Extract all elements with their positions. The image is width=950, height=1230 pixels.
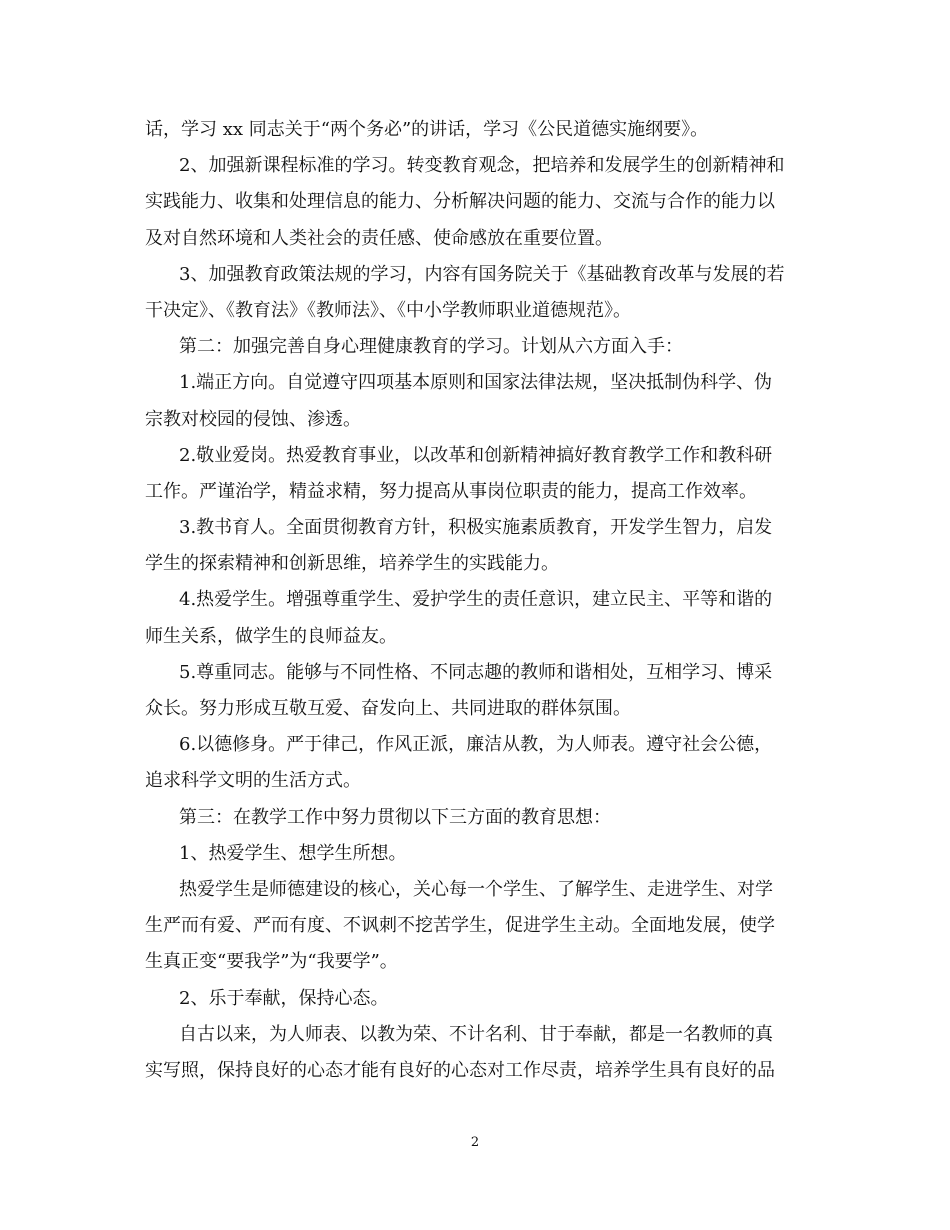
- document-body: [145, 112, 810, 1089]
- text-line-8: 1.端正方向。自觉遵守四项基本原则和国家法律法规，坚决抵制伪科学、伪: [179, 372, 773, 394]
- page-number: 2: [470, 1135, 480, 1150]
- text-line-10: 2.敬业爱岗。热爱教育事业，以改革和创新精神搞好教育教学工作和教科研: [179, 444, 773, 466]
- text-line-24: 生真正变“要我学”为“我要学”。: [145, 951, 398, 973]
- text-line-25: 2、乐于奉献，保持心态。: [179, 987, 389, 1009]
- text-line-11: 工作。严谨治学，精益求精，努力提高从事岗位职责的能力，提高工作效率。: [145, 480, 757, 502]
- section-heading-3: 第三：在教学工作中努力贯彻以下三方面的教育思想：: [179, 806, 611, 828]
- text-line-4: 及对自然环境和人类社会的责任感、使命感放在重要位置。: [145, 227, 613, 249]
- text-line-23: 生严而有爱、严而有度、不讽刺不挖苦学生，促进学生主动。全面地发展，使学: [145, 915, 775, 937]
- text-line-19: 追求科学文明的生活方式。: [145, 770, 361, 792]
- text-line-3: 实践能力、收集和处理信息的能力、分析解决问题的能力、交流与合作的能力以: [145, 191, 775, 213]
- section-heading-2: 第二：加强完善自身心理健康教育的学习。计划从六方面入手：: [179, 336, 683, 358]
- text-line-2: 2、加强新课程标准的学习。转变教育观念，把培养和发展学生的创新精神和: [179, 155, 785, 177]
- text-line-16: 5.尊重同志。能够与不同性格、不同志趣的教师和谐相处，互相学习、博采: [179, 661, 773, 683]
- text-line-27: 实写照，保持良好的心态才能有良好的心态对工作尽责，培养学生具有良好的品: [145, 1059, 775, 1081]
- text-line-12: 3.教书育人。全面贯彻教育方针，积极实施素质教育，开发学生智力，启发: [179, 517, 773, 539]
- text-line-13: 学生的探索精神和创新思维，培养学生的实践能力。: [145, 553, 559, 575]
- text-line-14: 4.热爱学生。增强尊重学生、爱护学生的责任意识，建立民主、平等和谐的: [179, 589, 773, 611]
- text-line-5: 3、加强教育政策法规的学习，内容有国务院关于《基础教育改革与发展的若: [179, 263, 785, 285]
- text-line-6: 干决定》、《教育法》《教师法》、《中小学教师职业道德规范》。: [145, 299, 631, 321]
- text-line-17: 众长。努力形成互敬互爱、奋发向上、共同进取的群体氛围。: [145, 698, 631, 719]
- text-line-22: 热爱学生是师德建设的核心，关心每一个学生、了解学生、走进学生、对学: [179, 878, 773, 900]
- text-line-15: 师生关系，做学生的良师益友。: [145, 625, 397, 647]
- text-line-18: 6.以德修身。严于律己，作风正派，廉洁从教，为人师表。遵守社会公德，: [179, 734, 773, 756]
- text-line-1: 话，学习 xx 同志关于“两个务必”的讲话，学习《公民道德实施纲要》。: [145, 119, 709, 140]
- text-line-9: 宗教对校园的侵蚀、渗透。: [145, 408, 361, 430]
- text-line-26: 自古以来，为人师表、以教为荣、不计名利、甘于奉献，都是一名教师的真: [179, 1023, 773, 1045]
- text-line-21: 1、热爱学生、想学生所想。: [179, 842, 407, 864]
